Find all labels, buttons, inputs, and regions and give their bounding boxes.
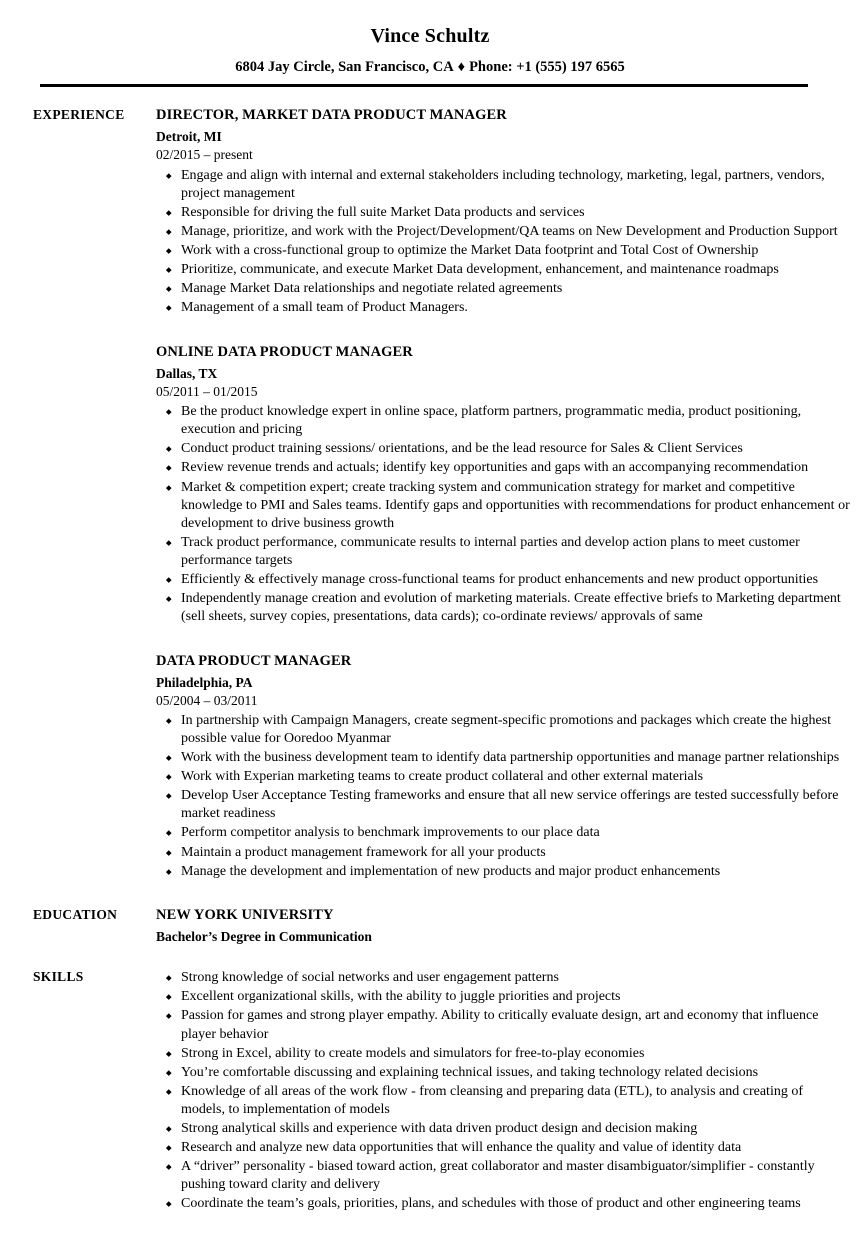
experience-section-label: EXPERIENCE	[33, 107, 125, 123]
bullet-text: Review revenue trends and actuals; identify key opportunities and gaps with an accompanying recommendation	[181, 460, 809, 476]
bullet-item	[156, 844, 850, 862]
job-dates: 05/2011 – 01/2015	[156, 384, 258, 400]
bullet-point-icon	[166, 210, 171, 215]
bullet-item	[156, 261, 850, 279]
bullet-item	[156, 1083, 850, 1119]
bullet-point-icon	[166, 1089, 171, 1094]
bullet-point-icon	[166, 794, 171, 799]
experience-entry	[156, 106, 850, 317]
contact-phone: Phone: +1 (555) 197 6565	[469, 59, 625, 75]
bullet-text: Track product performance, communicate results to internal parties and develop action plans to meet customer performance targets	[181, 534, 800, 568]
education-section-label: EDUCATION	[33, 906, 118, 922]
bullet-point-icon	[166, 775, 171, 780]
bullet-point-icon	[166, 976, 171, 981]
bullet-item	[156, 863, 850, 881]
bullet-point-icon	[166, 756, 171, 761]
bullet-point-icon	[166, 596, 171, 601]
bullet-point-icon	[166, 718, 171, 723]
bullet-point-icon	[166, 869, 171, 874]
contact-address: 6804 Jay Circle, San Francisco, CA	[235, 59, 454, 75]
bullet-text: Work with Experian marketing teams to create product collateral and other external materials	[181, 769, 704, 785]
bullet-point-icon	[166, 173, 171, 178]
bullet-item	[156, 969, 850, 987]
resume-header	[0, 0, 860, 87]
bullet-point-icon	[166, 1070, 171, 1075]
skills-section-label: SKILLS	[33, 969, 84, 985]
bullet-item	[156, 1120, 850, 1138]
bullet-item	[156, 440, 850, 458]
bullet-text: Conduct product training sessions/ orientations, and be the lead resource for Sales & Client Services	[181, 441, 743, 457]
bullet-point-icon	[166, 1051, 171, 1056]
bullet-text: Work with the business development team to identify data partnership opportunities and manage partner relationships	[181, 750, 840, 766]
bullet-item	[156, 1158, 850, 1194]
bullet-text: Coordinate the team’s goals, priorities, plans, and schedules with those of product and other engineering teams	[181, 1195, 801, 1211]
job-location: Detroit, MI	[156, 129, 222, 145]
bullet-list	[156, 712, 850, 880]
bullet-text: Work with a cross-functional group to optimize the Market Data footprint and Total Cost of Ownership	[181, 242, 759, 258]
bullet-text: Manage, prioritize, and work with the Project/Development/QA teams on New Development and Production Support	[181, 223, 838, 239]
bullet-text: Knowledge of all areas of the work flow - from cleansing and preparing data (ETL), to analysis and creating of models, to implementation of models	[181, 1083, 803, 1117]
bullet-text: Develop User Acceptance Testing frameworks and ensure that all new service offerings are tested successfully before market readiness	[181, 788, 839, 822]
skills-list	[156, 968, 860, 1213]
candidate-name: Vince Schultz	[370, 25, 490, 47]
skills-section	[0, 968, 860, 1213]
bullet-list	[156, 969, 850, 1213]
education-school: NEW YORK UNIVERSITY	[156, 906, 334, 923]
bullet-text: Be the product knowledge expert in online space, platform partners, programmatic media, product positioning, execution and pricing	[181, 404, 802, 438]
bullet-point-icon	[166, 286, 171, 291]
bullet-point-icon	[166, 577, 171, 582]
bullet-text: Market & competition expert; create tracking system and communication strategy for market and competitive knowledge to PMI and Sales teams. Identify gaps and opportunities with recommendations for product enhancement or development to drive business growth	[181, 479, 850, 531]
bullet-item	[156, 459, 850, 477]
education-entry	[156, 906, 860, 947]
bullet-item	[156, 299, 850, 317]
bullet-point-icon	[166, 995, 171, 1000]
experience-section	[0, 106, 860, 880]
bullet-point-icon	[166, 466, 171, 471]
bullet-text: Independently manage creation and evolution of marketing materials. Create effective briefs to Marketing department (sell sheets, survey copies, presentations, data cards); co-ordinate reviews/ approvals of same	[181, 590, 841, 624]
bullet-item	[156, 1139, 850, 1157]
education-section	[0, 906, 860, 947]
bullet-text: Management of a small team of Product Managers.	[181, 300, 468, 315]
bullet-point-icon	[166, 229, 171, 234]
job-title: ONLINE DATA PRODUCT MANAGER	[156, 344, 413, 361]
bullet-text: Engage and align with internal and external stakeholders including technology, marketing, legal, partners, vendors, project management	[181, 167, 825, 201]
bullet-text: Manage the development and implementation of new products and major product enhancements	[181, 863, 721, 879]
job-title: DATA PRODUCT MANAGER	[156, 652, 352, 669]
bullet-point-icon	[166, 267, 171, 272]
job-title: DIRECTOR, MARKET DATA PRODUCT MANAGER	[156, 107, 507, 124]
bullet-point-icon	[166, 1201, 171, 1206]
education-degree: Bachelor’s Degree in Communication	[156, 929, 372, 945]
bullet-text: In partnership with Campaign Managers, create segment-specific promotions and packages which create the highest possible value for Ooredoo Myanmar	[181, 713, 831, 747]
bullet-text: Efficiently & effectively manage cross-functional teams for product enhancements and new product opportunities	[181, 571, 819, 587]
bullet-point-icon	[166, 831, 171, 836]
bullet-item	[156, 534, 850, 570]
bullet-text: Prioritize, communicate, and execute Market Data development, enhancement, and maintenance roadmaps	[181, 261, 779, 277]
bullet-item	[156, 1045, 850, 1063]
bullet-item	[156, 571, 850, 589]
bullet-text: Responsible for driving the full suite Market Data products and services	[181, 204, 585, 220]
job-dates: 02/2015 – present	[156, 147, 253, 163]
bullet-item	[156, 479, 850, 533]
bullet-point-icon	[166, 850, 171, 855]
bullet-text: Strong analytical skills and experience with data driven product design and decision making	[181, 1120, 698, 1136]
bullet-list	[156, 167, 850, 317]
bullet-item	[156, 223, 850, 241]
bullet-text: Perform competitor analysis to benchmark improvements to our place data	[181, 825, 600, 841]
bullet-text: Strong in Excel, ability to create models and simulators for free-to-play economies	[181, 1045, 645, 1061]
job-dates: 05/2004 – 03/2011	[156, 692, 258, 708]
bullet-item	[156, 1007, 850, 1043]
bullet-text: Passion for games and strong player empathy. Ability to critically evaluate design, art and economy that influence player behavior	[181, 1008, 819, 1042]
bullet-list	[156, 403, 850, 626]
job-location: Dallas, TX	[156, 365, 218, 381]
experience-list	[156, 106, 860, 880]
header-divider	[0, 84, 860, 87]
bullet-text: Manage Market Data relationships and negotiate related agreements	[181, 280, 563, 296]
bullet-point-icon	[166, 1014, 171, 1019]
bullet-point-icon	[166, 1126, 171, 1131]
bullet-item	[156, 787, 850, 823]
bullet-text: A “driver” personality - biased toward action, great collaborator and master disambiguator/simplifier - constantly pushing toward clarity and delivery	[181, 1158, 815, 1192]
bullet-item	[156, 712, 850, 748]
bullet-point-icon	[166, 1164, 171, 1169]
diamond-separator-icon: ♦	[457, 59, 466, 75]
bullet-item	[156, 1195, 850, 1213]
bullet-point-icon	[166, 1145, 171, 1150]
bullet-item	[156, 167, 850, 203]
bullet-item	[156, 204, 850, 222]
bullet-item	[156, 280, 850, 298]
bullet-text: You’re comfortable discussing and explaining technical issues, and taking technology related decisions	[181, 1064, 759, 1080]
bullet-text: Research and analyze new data opportunities that will enhance the quality and value of identity data	[181, 1139, 742, 1155]
job-location: Philadelphia, PA	[156, 674, 253, 690]
bullet-point-icon	[166, 248, 171, 253]
bullet-item	[156, 824, 850, 842]
bullet-item	[156, 749, 850, 767]
contact-line	[0, 59, 860, 76]
bullet-point-icon	[166, 540, 171, 545]
bullet-item	[156, 590, 850, 626]
bullet-point-icon	[166, 305, 171, 310]
experience-entry	[156, 652, 850, 881]
experience-entry	[156, 343, 850, 626]
bullet-point-icon	[166, 485, 171, 490]
bullet-item	[156, 988, 850, 1006]
bullet-point-icon	[166, 447, 171, 452]
bullet-item	[156, 1064, 850, 1082]
bullet-item	[156, 768, 850, 786]
bullet-item	[156, 242, 850, 260]
bullet-point-icon	[166, 410, 171, 415]
bullet-item	[156, 403, 850, 439]
bullet-text: Excellent organizational skills, with the ability to juggle priorities and projects	[181, 989, 621, 1005]
bullet-text: Maintain a product management framework for all your products	[181, 844, 546, 860]
bullet-text: Strong knowledge of social networks and user engagement patterns	[181, 970, 559, 986]
